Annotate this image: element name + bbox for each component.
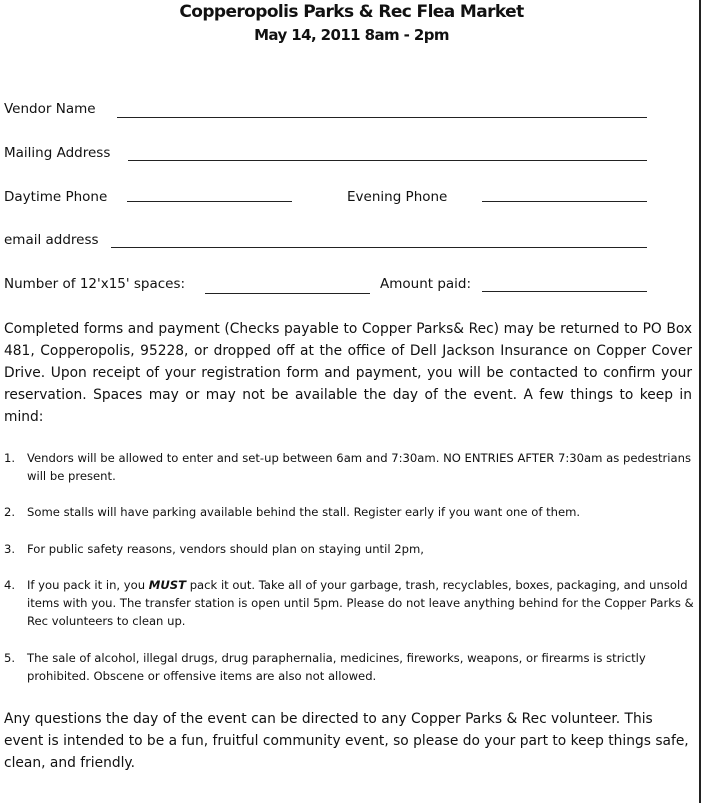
- list-item-text: Vendors will be allowed to enter and set-up between 6am and 7:30am. NO ENTRIES AFTER 7:30am as pedestrians will be present.: [27, 451, 692, 483]
- spaces-field[interactable]: [205, 293, 370, 294]
- event-date: May 14, 2011 8am - 2pm: [254, 26, 449, 44]
- list-item-number: 1.: [4, 451, 16, 465]
- vendor-name-label: Vendor Name: [4, 101, 96, 117]
- list-item-text: Some stalls will have parking available behind the stall. Register early if you want one of them.: [27, 505, 581, 519]
- list-item-number: 2.: [4, 505, 16, 519]
- must-emphasis: MUST: [148, 578, 187, 592]
- list-item-text: The sale of alcohol, illegal drugs, drug paraphernalia, medicines, fireworks, weapons, or firearms is strictly prohibited. Obscene or offensive items are also not allowed.: [27, 651, 646, 683]
- amount-paid-field[interactable]: [482, 291, 647, 292]
- email-label: email address: [4, 232, 99, 248]
- list-item: [4, 576, 696, 630]
- list-item-number: 3.: [4, 542, 16, 556]
- list-item: [4, 449, 696, 485]
- list-item-text: [27, 576, 696, 630]
- instructions-paragraph: Completed forms and payment (Checks payable to Copper Parks& Rec) may be returned to PO Box 481, Copperopolis, 95228, or dropped off at the office of Dell Jackson Insurance on Copper Cover Drive. Upon receipt of your registration form and payment, you will be contacted to confirm your reservation. Spaces may or may not be available the day of the event. A few things to keep in mind:: [4, 321, 692, 425]
- email-field[interactable]: [111, 247, 647, 248]
- list-item: [4, 503, 696, 521]
- vendor-name-field[interactable]: [117, 117, 647, 118]
- amount-paid-label: Amount paid:: [380, 276, 472, 292]
- mailing-address-label: Mailing Address: [4, 145, 111, 161]
- evening-phone-label: Evening Phone: [347, 189, 448, 205]
- page-edge-rule: [699, 0, 701, 803]
- rule-text-before: If you pack it in, you: [27, 578, 149, 592]
- list-item-number: 5.: [4, 651, 16, 665]
- list-item: [4, 649, 696, 685]
- rule-text-after: pack it out. Take all of your garbage, trash, recyclables, boxes, packaging, and unsold items with you. The transfer station is open until 5pm. Please do not leave anything behind for the Copper Parks & Rec volunteers to clean up.: [27, 578, 694, 628]
- mailing-address-field[interactable]: [128, 160, 647, 161]
- list-item-number: 4.: [4, 578, 16, 592]
- closing-paragraph: Any questions the day of the event can be directed to any Copper Parks & Rec volunteer. This event is intended to be a fun, fruitful community event, so please do your part to keep things safe, clean, and friendly.: [4, 711, 689, 771]
- list-item-text: For public safety reasons, vendors should plan on staying until 2pm,: [27, 542, 424, 556]
- page-title: Copperopolis Parks & Rec Flea Market: [179, 2, 524, 22]
- evening-phone-field[interactable]: [482, 201, 647, 202]
- daytime-phone-label: Daytime Phone: [4, 189, 108, 205]
- list-item: [4, 540, 696, 558]
- spaces-label: Number of 12'x15' spaces:: [4, 276, 186, 292]
- daytime-phone-field[interactable]: [127, 201, 292, 202]
